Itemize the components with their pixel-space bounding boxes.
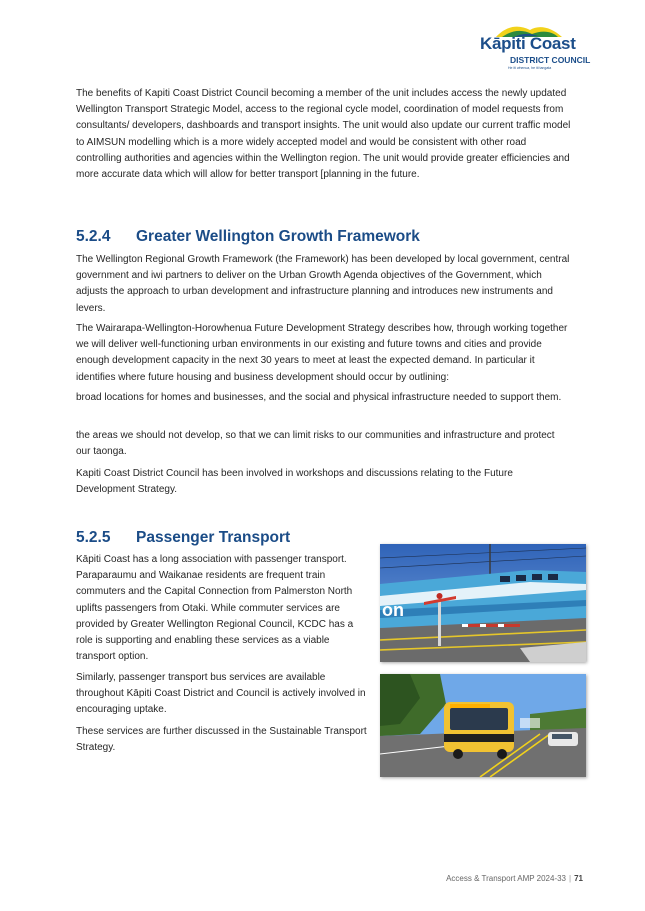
section-title: Passenger Transport [136,529,291,546]
train-crossing-photo [380,544,586,662]
footer-document-title: Access & Transport AMP 2024-33 [446,874,567,883]
paragraph: Kapiti Coast District Council has been involved in workshops and discussions relating to the Future Development Strategy. [76,468,513,496]
bus-street-photo [380,674,586,777]
paragraph: broad locations for homes and businesses, and the social and physical infrastructure needed to support them. [76,392,562,403]
paragraph: The Wairarapa-Wellington-Horowhenua Future Development Strategy describes how, through working together we will deliver well-functioning urban environments in our existing and future towns and cities and provide enough development capacity in the next 30 years to meet at least the expected demand. In particular it identifies where future housing and business development should occur by outlining: [76,323,568,383]
paragraph: Kāpiti Coast has a long association with passenger transport. Paraparaumu and Waikanae residents are frequent train commuters and the Capital Connection from Palmerston North uplifts passengers from Otaki. While commuter services are provided by Greater Wellington Regional Council, KCDC has a role is supporting and enabling these services as a viable transport option. [76,554,354,663]
section-heading-525 [76,529,290,547]
council-logo [478,24,590,72]
paragraph: These services are further discussed in the Sustainable Transport Strategy. [76,726,367,754]
train-livery-text: on [382,600,404,620]
page-number: 71 [574,874,583,883]
logo-tagline: He iti whenua, he iti tangata [508,66,552,70]
section-title: Greater Wellington Growth Framework [136,228,420,245]
paragraph: The Wellington Regional Growth Framework (the Framework) has been developed by local government, central government and iwi partners to deliver on the Urban Growth Agenda objectives of the Government, which adjusts the approach to urban development and infrastructure planning and introduces new instruments and levers. [76,254,570,314]
section-number: 5.2.4 [76,228,111,245]
intro-paragraph: The benefits of Kapiti Coast District Council becoming a member of the unit includes access the newly updated Wellington Transport Strategic Model, access to the regional cycle model, coordination of model requests from consultants/ developers, dashboards and transport insights. The unit would also update our current traffic model to AIMSUN modelling which is a more widely accepted model and would be consistent with other road controlling authorities and agencies within the Wellington region. The unit would provide greater efficiencies and more accurate data which will allow for better transport [planning in the future. [76,88,571,181]
logo-name: Kāpiti Coast [480,34,576,53]
footer-separator: | [569,874,572,883]
section-number: 5.2.5 [76,529,111,546]
paragraph: Similarly, passenger transport bus services are available throughout Kāpiti Coast District and Council is actively involved in encouraging uptake. [76,672,366,716]
section-heading-524 [76,228,420,246]
logo-subtitle: DISTRICT COUNCIL [510,55,591,65]
paragraph: the areas we should not develop, so that we can limit risks to our communities and infrastructure and protect our taonga. [76,430,555,458]
page-footer [446,874,583,883]
